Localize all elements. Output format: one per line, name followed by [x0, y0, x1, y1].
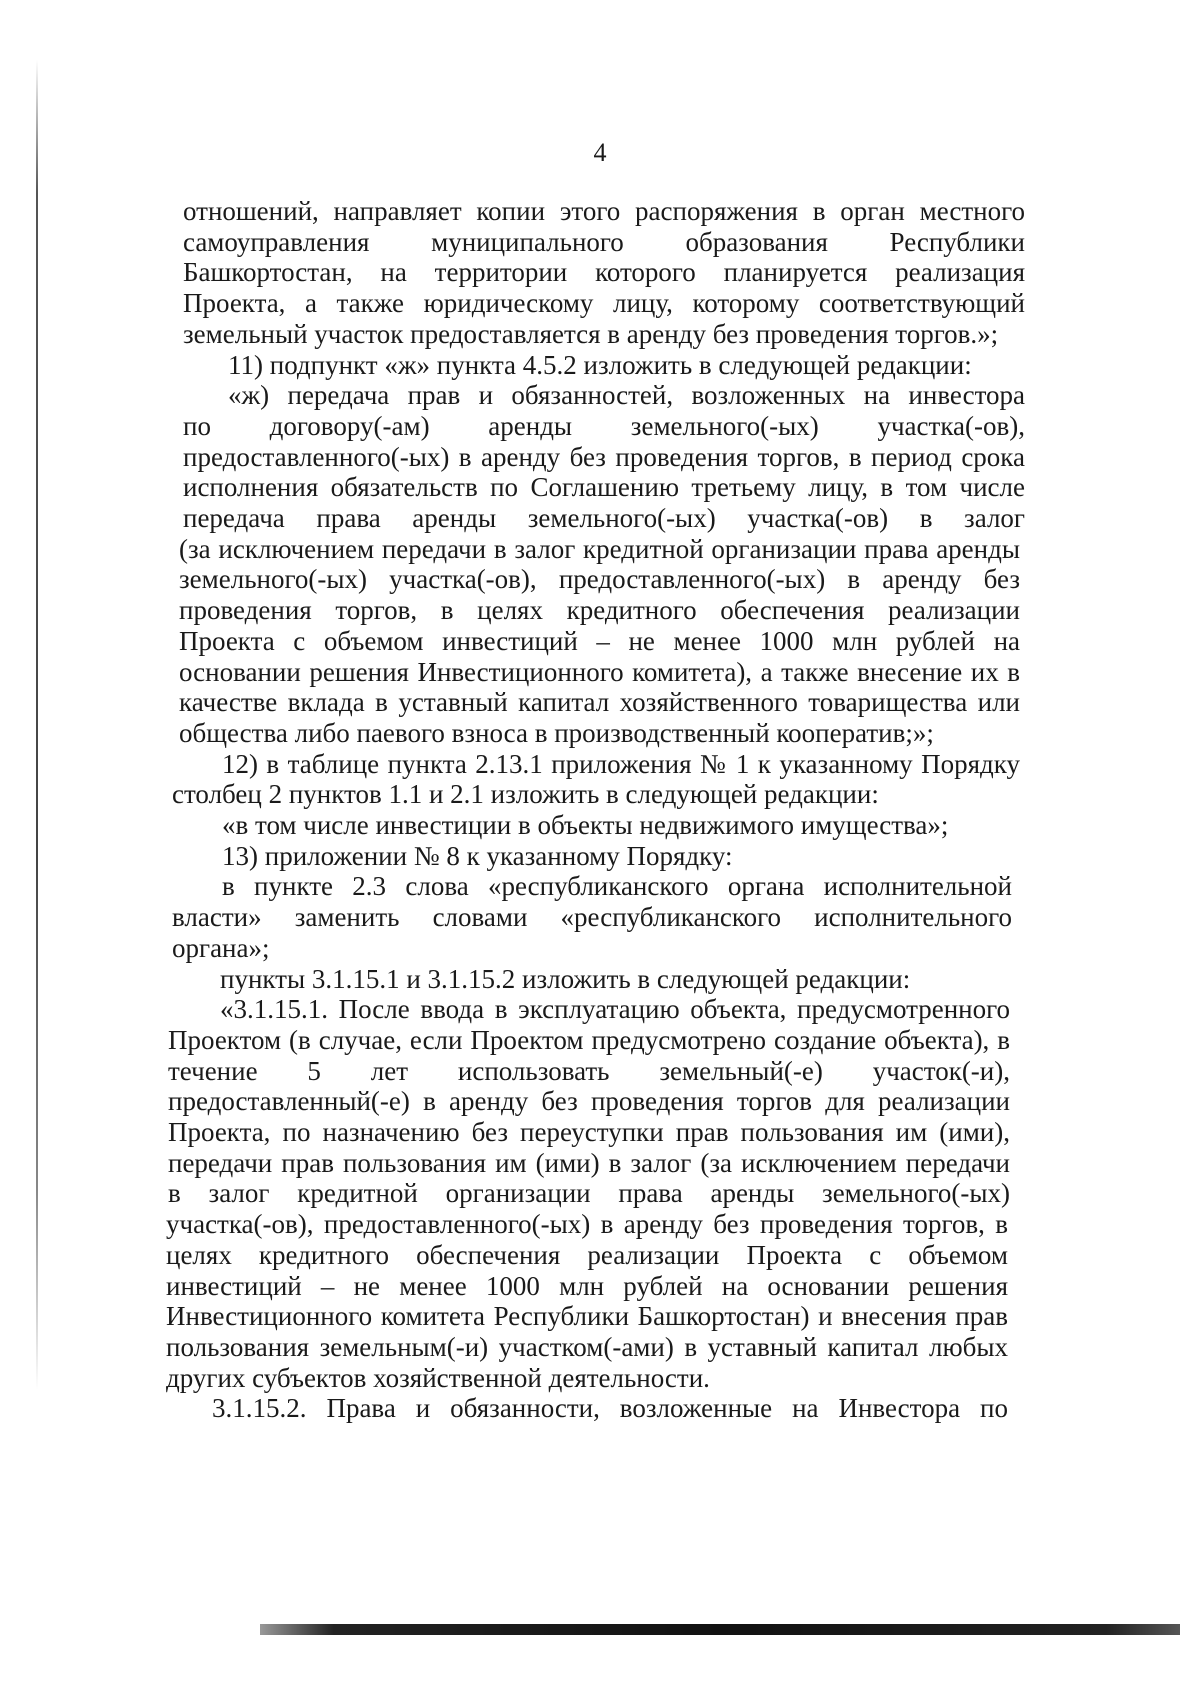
scan-bottom-edge [260, 1624, 1180, 1635]
text-line: отношений, направляет копии этого распоряжения в орган местного [183, 196, 1025, 226]
scan-margin-line [36, 60, 38, 1390]
text-line: 12) в таблице пункта 2.13.1 приложения № 1 к указанному Порядку [222, 748, 1020, 779]
text-line: течение 5 лет использовать земельный(-е) участок(-и), [168, 1055, 1010, 1086]
text-line: Проекта, а также юридическому лицу, которому соответствующий [183, 288, 1025, 319]
text-line: инвестиций – не менее 1000 млн рублей на основании решения [166, 1270, 1008, 1301]
text-line: 13) приложении № 8 к указанному Порядку: [222, 840, 733, 871]
text-line: участка(-ов), предоставленного(-ых) в аренду без проведения торгов, в [166, 1209, 1008, 1240]
text-line: «ж) передача прав и обязанностей, возложенных на инвестора [228, 380, 1025, 411]
text-line: по договору(-ам) аренды земельного(-ых) участка(-ов), [183, 410, 1025, 441]
text-line: Инвестиционного комитета Республики Башкортостан) и внесения прав [166, 1301, 1008, 1332]
text-line: Проекта, по назначению без переуступки прав пользования им (ими), [168, 1117, 1010, 1147]
text-line: передачи прав пользования им (ими) в залог (за исключением передачи [168, 1147, 1010, 1178]
text-line: других субъектов хозяйственной деятельности. [166, 1362, 710, 1393]
text-line: пункты 3.1.15.1 и 3.1.15.2 изложить в следующей редакции: [220, 963, 911, 994]
text-line: органа»; [172, 932, 270, 963]
text-line: основании решения Инвестиционного комитета), а также внесение их в [179, 656, 1020, 687]
text-line: «3.1.15.1. После ввода в эксплуатацию объекта, предусмотренного [220, 994, 1010, 1025]
text-line: исполнения обязательств по Соглашению третьему лицу, в том числе [183, 472, 1025, 503]
page-number: 4 [593, 138, 607, 167]
text-line: общества либо паевого взноса в производственный кооператив;»; [179, 717, 934, 748]
text-line: 3.1.15.2. Права и обязанности, возложенные на Инвестора по [212, 1393, 1008, 1424]
text-line: земельный участок предоставляется в аренду без проведения торгов.»; [183, 318, 999, 349]
text-line: Проекта с объемом инвестиций – не менее 1000 млн рублей на [179, 625, 1020, 656]
text-line: предоставленный(-е) в аренду без проведения торгов для реализации [168, 1086, 1010, 1117]
text-line: целях кредитного обеспечения реализации Проекта с объемом [166, 1239, 1008, 1270]
text-line: 11) подпункт «ж» пункта 4.5.2 изложить в следующей редакции: [228, 349, 972, 380]
text-line: Проектом (в случае, если Проектом предусмотрено создание объекта), в [168, 1024, 1010, 1055]
text-line: власти» заменить словами «республиканского исполнительного [172, 902, 1012, 933]
text-line: в залог кредитной организации права аренды земельного(-ых) [168, 1178, 1010, 1209]
text-line: самоуправления муниципального образования Республики [183, 226, 1025, 257]
text-line: «в том числе инвестиции в объекты недвижимого имущества»; [222, 810, 949, 840]
text-line: земельного(-ых) участка(-ов), предоставленного(-ых) в аренду без [179, 564, 1020, 595]
text-line: передача права аренды земельного(-ых) участка(-ов) в залог [183, 503, 1025, 533]
text-line: Башкортостан, на территории которого планируется реализация [183, 257, 1025, 288]
text-line: (за исключением передачи в залог кредитной организации права аренды [179, 533, 1020, 564]
text-line: предоставленного(-ых) в аренду без проведения торгов, в период срока [183, 441, 1025, 472]
text-line: в пункте 2.3 слова «республиканского органа исполнительной [222, 871, 1012, 902]
text-line: проведения торгов, в целях кредитного обеспечения реализации [179, 595, 1020, 626]
text-line: качестве вклада в уставный капитал хозяйственного товарищества или [179, 687, 1020, 718]
text-line: пользования земельным(-и) участком(-ами) в уставный капитал любых [166, 1331, 1008, 1362]
text-line: столбец 2 пунктов 1.1 и 2.1 изложить в следующей редакции: [172, 779, 879, 810]
